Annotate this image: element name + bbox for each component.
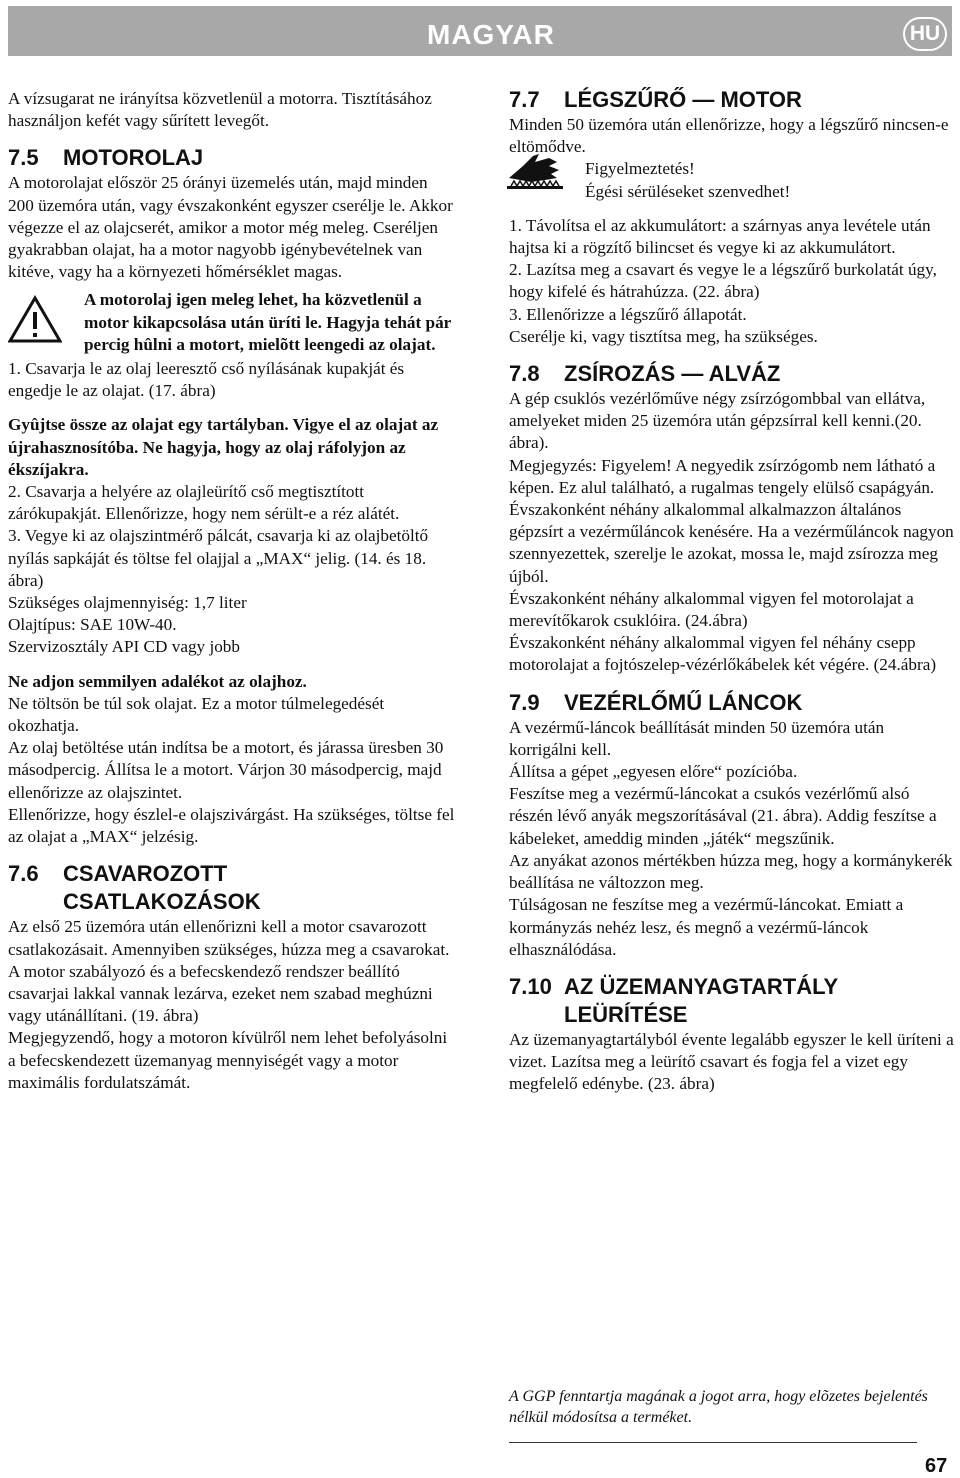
fourth-nipple-note: Megjegyzés: Figyelem! A negyedik zsírzógomb nem látható a képen. Ez alul található, a rugalmas tengely elülső csapágyán. [509, 455, 936, 497]
section-number: 7.10 [509, 973, 552, 999]
section-title: LÉGSZŰRŐ — MOTOR [564, 87, 802, 112]
step-3: 3. Ellenőrizze a légszűrő állapotát. [509, 304, 747, 324]
section-title-line1: AZ ÜZEMANYAGTARTÁLY [564, 973, 839, 999]
tension-chains-paragraph: Feszítse meg a vezérmű-láncokat a csukós vezérlőmű alsó részén lévő anyák megszorításával (21. ábra). Addig feszítse a kábeleket, ameddig minden „játék“ megszűnik. [509, 784, 937, 848]
section-7-6-heading [8, 860, 456, 916]
overfill-paragraph: Ne töltsön be túl sok olajat. Ez a motor túlmelegedését okozhatja. [8, 693, 385, 736]
warning-text: A motorolaj igen meleg lehet, ha közvetlenül a motor kikapcsolása után üríti le. Hagyja tehát pár percig hûlni a motort, mielõtt leengedi az olajat. [84, 290, 451, 354]
footer-disclaimer: A GGP fenntartja magának a jogot arra, hogy elõzetes bejelentés nélkül módosítsa a terméket. [509, 1388, 928, 1426]
language-badge: HU [903, 17, 947, 51]
step-3-followup: Cserélje ki, vagy tisztítsa meg, ha szükséges. [509, 326, 818, 346]
over-tension-paragraph: Túlságosan ne feszítse meg a vezérmű-láncokat. Emiatt a kormányzás nehéz lesz, és megnő a vezérmű-láncok elhasználódása. [509, 895, 904, 959]
right-column [509, 86, 955, 1096]
collect-oil-notice: Gyûjtse össze az olajat egy tartályban. Vigye el az olajat az újrahasznosítóba. Ne hagyja, hogy az olaj ráfolyjon az ékszíjakra. [8, 415, 439, 479]
section-7-10-heading [509, 973, 955, 1029]
burn-warning-text: Égési sérüléseket szenvedhet! [585, 181, 791, 201]
chain-lubrication-paragraph: Évszakonként néhány alkalommal alkalmazzon általános gépzsírt a vezérműláncok kenésére. Ha a vezérműláncok nagyon szennyezettek, szerelje le azokat, mossa le, majd zsírozza meg újból. [509, 500, 954, 586]
service-class-spec: Szervizosztály API CD vagy jobb [8, 637, 240, 657]
bolted-joints-paragraph: Az első 25 üzemóra után ellenőrizni kell a motor csavarozott csatlakozásait. Amennyiben szükséges, húzza meg a csavarokat. A motor szabályozó és a befecskendező rendszer beállító csavarjai lakkal vannak lezárva, ezeket nem szabad meghúzni vagy utánállítani. (19. ábra) [8, 917, 450, 1026]
no-additives-notice: Ne adjon semmilyen adalékot az olajhoz. [8, 671, 307, 691]
oil-quantity-spec: Szükséges olajmennyiség: 1,7 liter [8, 593, 247, 613]
header-language: MAGYAR [427, 19, 555, 50]
leak-check-paragraph: Ellenőrizze, hogy észlel-e olajszivárgást. Ha szükséges, töltse fel az olajat a „MAX“ jelzésig. [8, 804, 455, 847]
section-title: MOTOROLAJ [63, 145, 204, 171]
burn-warning-block [509, 114, 955, 203]
warning-triangle-icon [8, 295, 62, 343]
section-number: 7.9 [509, 689, 540, 715]
page-header [8, 6, 952, 56]
section-title-line1: CSAVAROZOTT [63, 861, 228, 887]
hot-surface-hand-icon [505, 148, 565, 194]
section-title: VEZÉRLŐMŰ LÁNCOK [564, 689, 803, 715]
arm-joints-paragraph: Évszakonként néhány alkalommal vigyen fel motorolajat a merevítőkarok csuklóira. (24.ábra) [509, 588, 914, 631]
section-7-7-heading [509, 86, 955, 114]
step-1: 1. Csavarja le az olaj leeresztő cső nyílásának kupakját és engedje le az olajat. (17. ábra) [8, 359, 405, 401]
step-2: 2. Csavarja a helyére az olajleürítő cső megtisztított zárókupakját. Ellenőrizze, hogy nem sérült-e a réz alátét. [8, 482, 400, 524]
oil-change-paragraph: A motorolajat először 25 órányi üzemelés után, majd minden 200 üzemóra után, vagy évszakonként egyszer cserélje le. Akkor végezze el az olajcserét, amikor a motor még meleg. Cseréljen gyakrabban olajat, ha a motor nagyobb igénybevételnek van kitéve, vagy ha a környezeti hőmérséklet magas. [8, 173, 453, 282]
left-column [8, 88, 456, 1094]
chain-adjust-paragraph: A vezérmű-láncok beállítását minden 50 üzemóra után korrigálni kell. [509, 717, 885, 759]
injection-note-paragraph: Megjegyzendő, hogy a motoron kívülről nem lehet befolyásolni a befecskendezett üzemanyag mennyiségét vagy a motor maximális fordulatszámát. [8, 1028, 448, 1092]
step-2: 2. Lazítsa meg a csavart és vegye le a légszűrő burkolatát úgy, hogy kifelé és hátrahúzza. (22. ábra) [509, 260, 937, 302]
section-number: 7.8 [509, 361, 540, 387]
oil-type-spec: Olajtípus: SAE 10W-40. [8, 615, 177, 635]
section-number: 7.6 [8, 861, 39, 887]
straight-position-paragraph: Állítsa a gépet „egyesen előre“ pozícióba. [509, 762, 798, 782]
intro-paragraph: A vízsugarat ne irányítsa közvetlenül a motorra. Tisztításához használjon kefét vagy sűrített levegőt. [8, 89, 432, 131]
step-1: 1. Távolítsa el az akkumulátort: a szárnyas anya levétele után hajtsa ki a rögzítő bilincset és vegye ki az akkumulátort. [509, 215, 931, 258]
section-title-line2: LEÜRÍTÉSE [564, 1001, 688, 1027]
warning-heading: Figyelmeztetés! [585, 159, 695, 179]
nuts-equal-paragraph: Az anyákat azonos mértékben húzza meg, hogy a kormánykerék beállítása ne változzon meg. [509, 850, 953, 893]
section-number: 7.7 [509, 87, 540, 112]
page-number: 67 [925, 1455, 948, 1477]
fuel-tank-paragraph: Az üzemanyagtartályból évente legalább egyszer le kell üríteni a vizet. Lazítsa meg a leürítő csavart és fogja fel a vizet egy megfelelő edénybe. (23. ábra) [509, 1029, 954, 1094]
section-title: ZSÍROZÁS — ALVÁZ [564, 361, 781, 387]
step-3: 3. Vegye ki az olajszintmérő pálcát, csavarja ki az olajbetöltő nyílás sapkáját és töltse fel olajjal a „MAX“ jelig. (14. és 18. ábra) [8, 526, 429, 590]
hot-oil-warning [8, 289, 456, 356]
section-number: 7.5 [8, 145, 39, 171]
run-engine-paragraph: Az olaj betöltése után indítsa be a motort, és járassa üresben 30 másodpercig. Állítsa le a motort. Várjon 30 másodpercig, majd ellenőrizze az olajszintet. [8, 738, 444, 802]
section-7-8-heading [509, 360, 955, 388]
section-7-9-heading [509, 689, 955, 717]
section-title-line2: CSATLAKOZÁSOK [63, 889, 261, 915]
footer-divider [509, 1442, 917, 1443]
grease-nipples-paragraph: A gép csuklós vezérlőműve négy zsírzógombbal van ellátva, amelyeket miden 25 üzemóra után gépzsírral kell kenni.(20. ábra). [509, 389, 926, 453]
section-7-5-heading [8, 144, 456, 172]
throttle-cable-paragraph: Évszakonként néhány alkalommal vigyen fel néhány csepp motorolajat a fojtószelep-vézérlőkábelek két végére. (24.ábra) [509, 633, 937, 675]
air-filter-intro: Minden 50 üzemóra után ellenőrizze, hogy a légszűrő nincsen-e eltömődve. [509, 115, 949, 157]
